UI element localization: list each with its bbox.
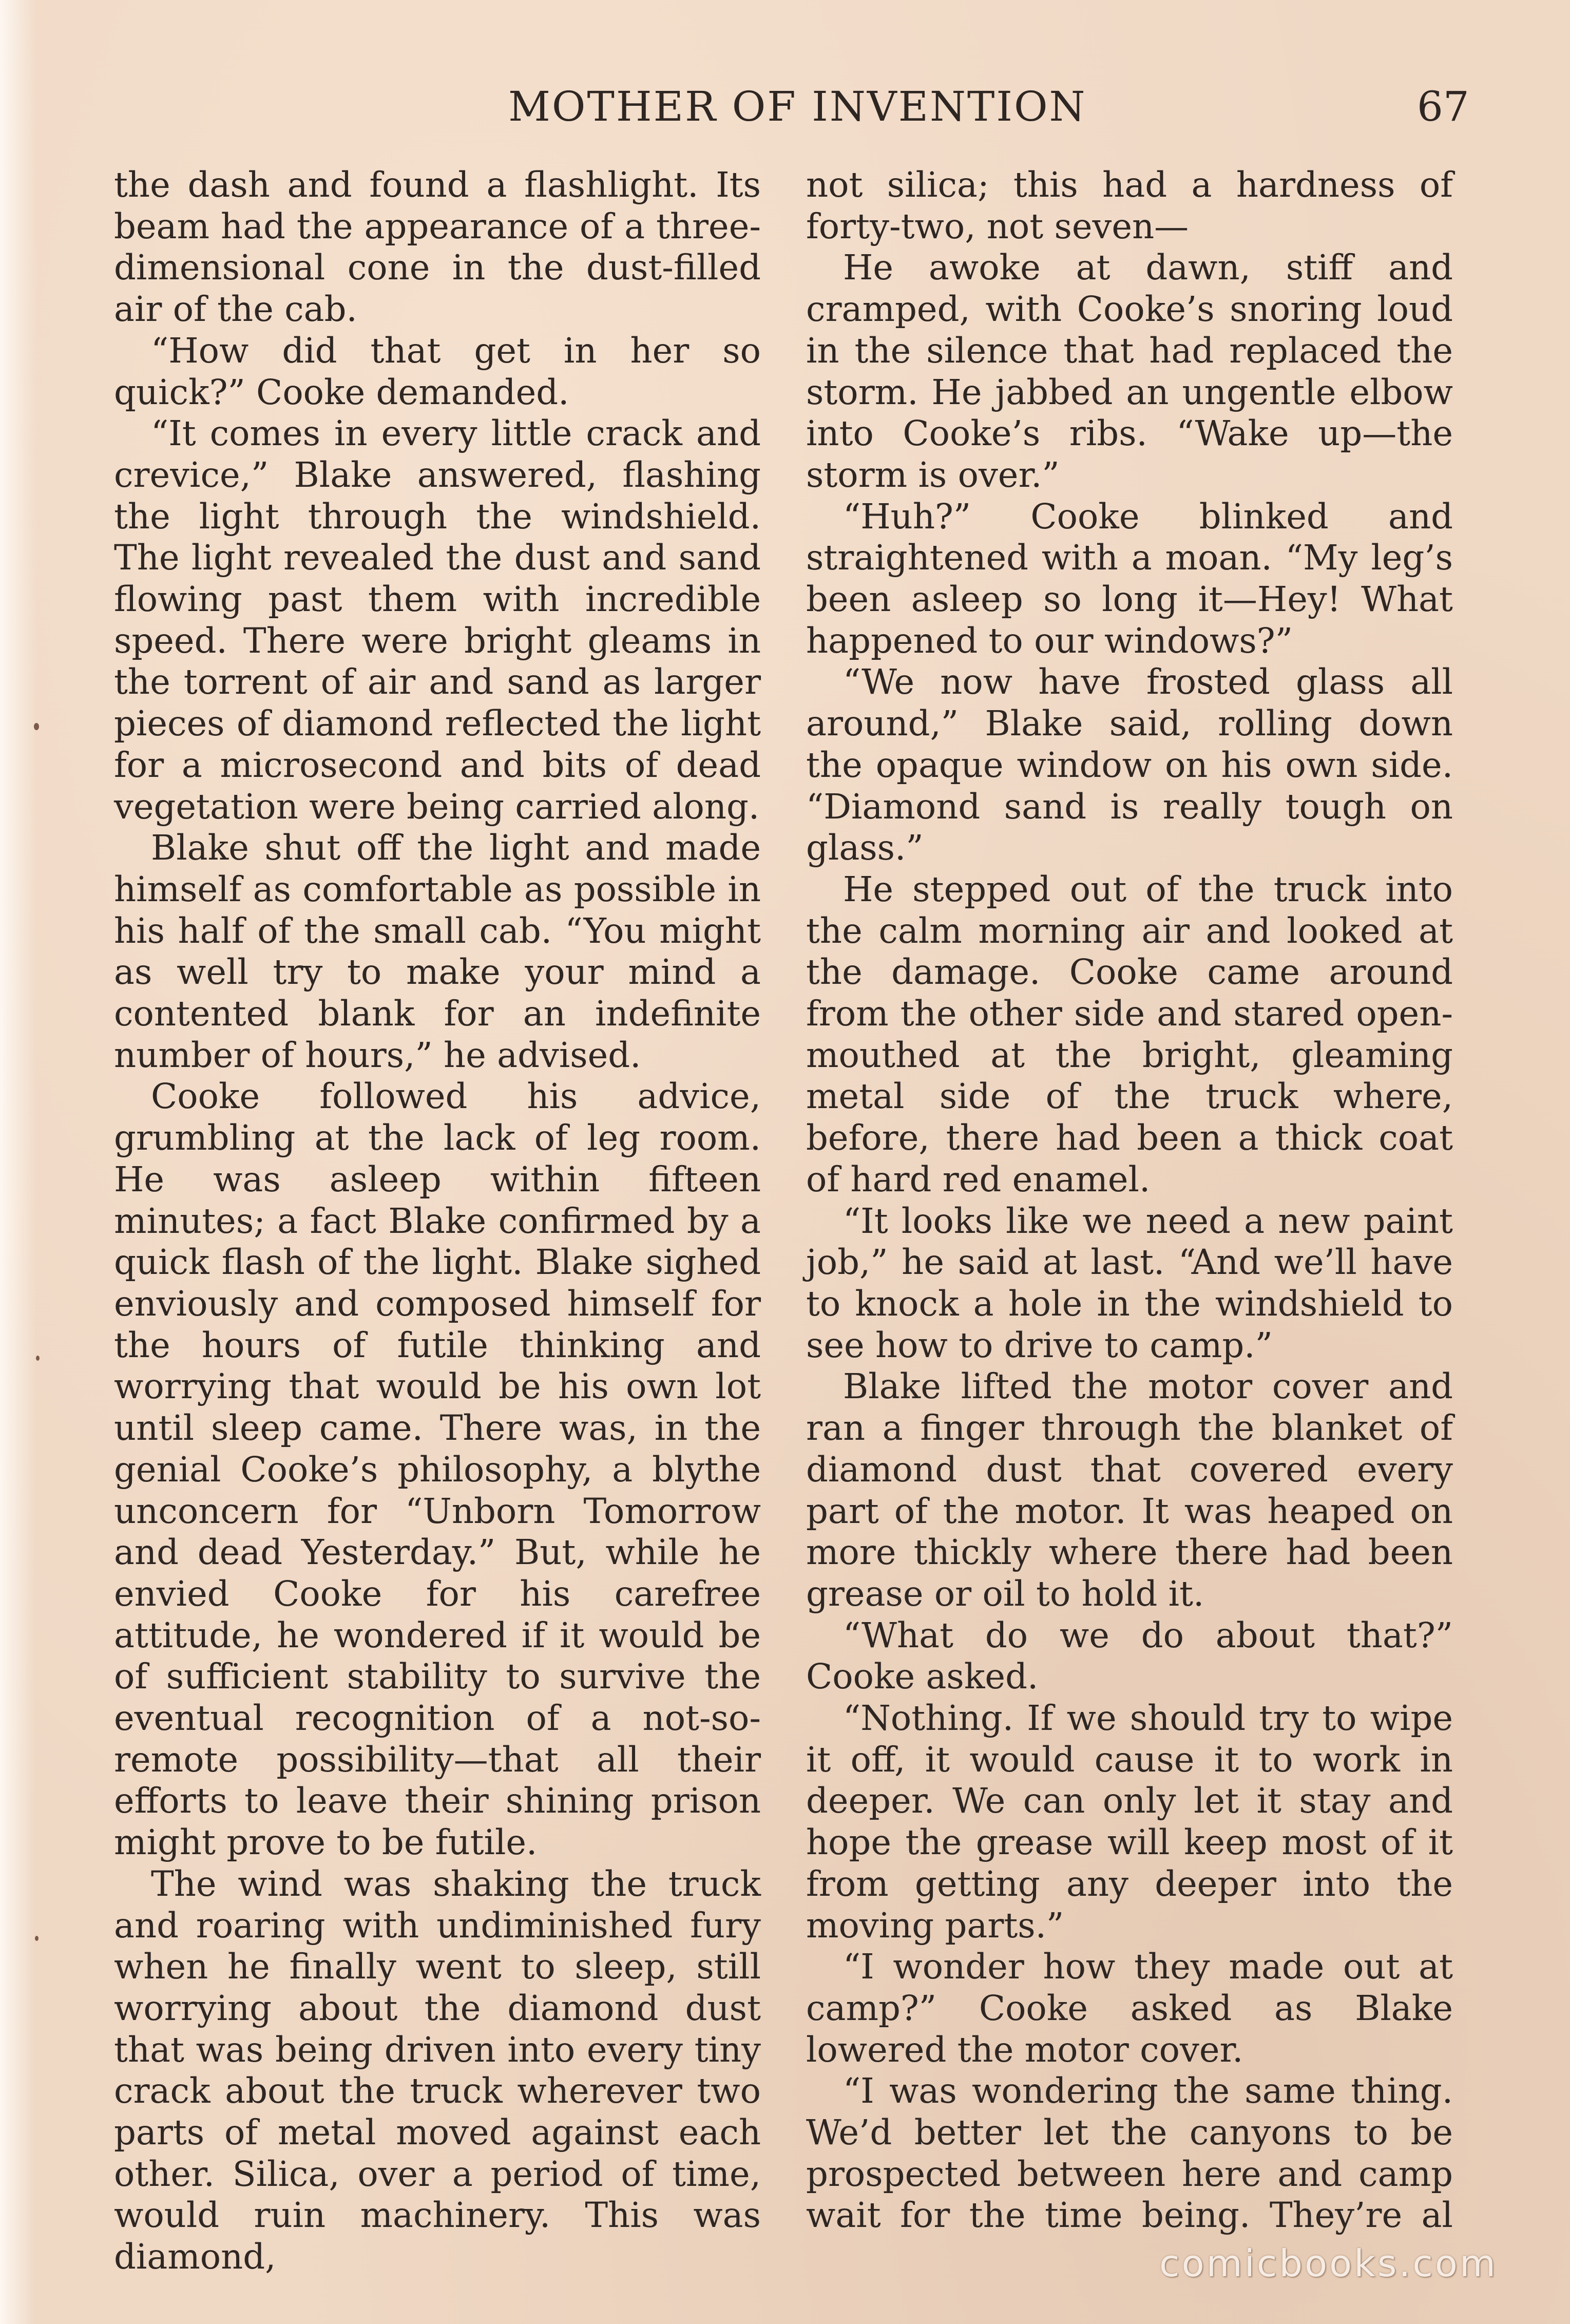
- paragraph: Cooke followed his advice, grumbling at the lack of leg room. He was asleep within fifteen minutes; a fact Blake confirmed by a quick flash of the light. Blake sighed enviously and composed himself for the hours of futile thinking and worrying that would be his own lot until sleep came. There was, in the genial Cooke’s philosophy, a blythe unconcern for “Unborn Tomorrow and dead Yesterday.” But, while he envied Cooke for his carefree attitude, he wondered if it would be of sufficient stability to survive the eventual recognition of a not-so-remote possibility—that all their efforts to leave their shining prison might prove to be futile.: [114, 1076, 761, 1863]
- paragraph: Blake shut off the light and made himself as comfortable as possible in his half of the small cab. “You might as well try to make your mind a contented blank for an indefinite number of hours,” he advised.: [114, 828, 761, 1075]
- right-text-column: [806, 164, 1453, 2236]
- running-title: MOTHER OF INVENTION: [508, 83, 1087, 130]
- paper-speck: [35, 1936, 39, 1941]
- paragraph: The wind was shaking the truck and roaring with undiminished fury when he finally went to sleep, still worrying about the diamond dust that was being driven into every tiny crack about the truck wherever two parts of metal moved against each other. Silica, over a period of time, would ruin machinery. This was diamond,: [114, 1863, 761, 2277]
- paragraph: “It looks like we need a new paint job,” he said at last. “And we’ll have to knock a hole in the windshield to see how to drive to camp.”: [806, 1201, 1453, 1365]
- paragraph: the dash and found a flashlight. Its beam had the appearance of a three-dimensional cone in the dust-filled air of the cab.: [114, 165, 761, 330]
- left-text-column: [114, 164, 761, 2278]
- paragraph: “I wonder how they made out at camp?” Cooke asked as Blake lowered the motor cover.: [806, 1947, 1453, 2070]
- paragraph: “We now have frosted glass all around,” Blake said, rolling down the opaque window on his own side. “Diamond sand is really tough on glass.”: [806, 662, 1453, 868]
- watermark-logo: comicbooks.com: [1159, 2242, 1498, 2285]
- paper-speck: [34, 723, 39, 730]
- page-edge-shading: [0, 0, 36, 2324]
- paragraph: “I was wondering the same thing. We’d better let the canyons to be prospected between here and camp wait for the time being. They’re al: [806, 2071, 1453, 2236]
- paragraph: “What do we do about that?” Cooke asked.: [806, 1615, 1453, 1697]
- paragraph: not silica; this had a hardness of forty-two, not seven—: [806, 165, 1453, 246]
- paragraph: Blake lifted the motor cover and ran a finger through the blanket of diamond dust that covered every part of the motor. It was heaped on more thickly where there had been grease or oil to hold it.: [806, 1366, 1453, 1614]
- paragraph: He stepped out of the truck into the calm morning air and looked at the damage. Cooke came around from the other side and stared open-mouthed at the bright, gleaming metal side of the truck where, before, there had been a thick coat of hard red enamel.: [806, 869, 1453, 1199]
- paragraph: “Nothing. If we should try to wipe it off, it would cause it to work in deeper. We can only let it stay and hope the grease will keep most of it from getting any deeper into the moving parts.”: [806, 1698, 1453, 1946]
- page-number: 67: [1417, 83, 1469, 130]
- paragraph: “It comes in every little crack and crevice,” Blake answered, flashing the light through the windshield. The light revealed the dust and sand flowing past them with incredible speed. There were bright gleams in the torrent of air and sand as larger pieces of diamond reflected the light for a microsecond and bits of dead vegetation were being carried along.: [114, 413, 761, 827]
- paragraph: “Huh?” Cooke blinked and straightened with a moan. “My leg’s been asleep so long it—Hey! What happened to our windows?”: [806, 496, 1453, 661]
- paragraph: He awoke at dawn, stiff and cramped, with Cooke’s snoring loud in the silence that had replaced the storm. He jabbed an ungentle elbow into Cooke’s ribs. “Wake up—the storm is over.”: [806, 247, 1453, 495]
- paper-speck: [36, 1356, 40, 1361]
- paragraph: “How did that get in her so quick?” Cooke demanded.: [114, 330, 761, 412]
